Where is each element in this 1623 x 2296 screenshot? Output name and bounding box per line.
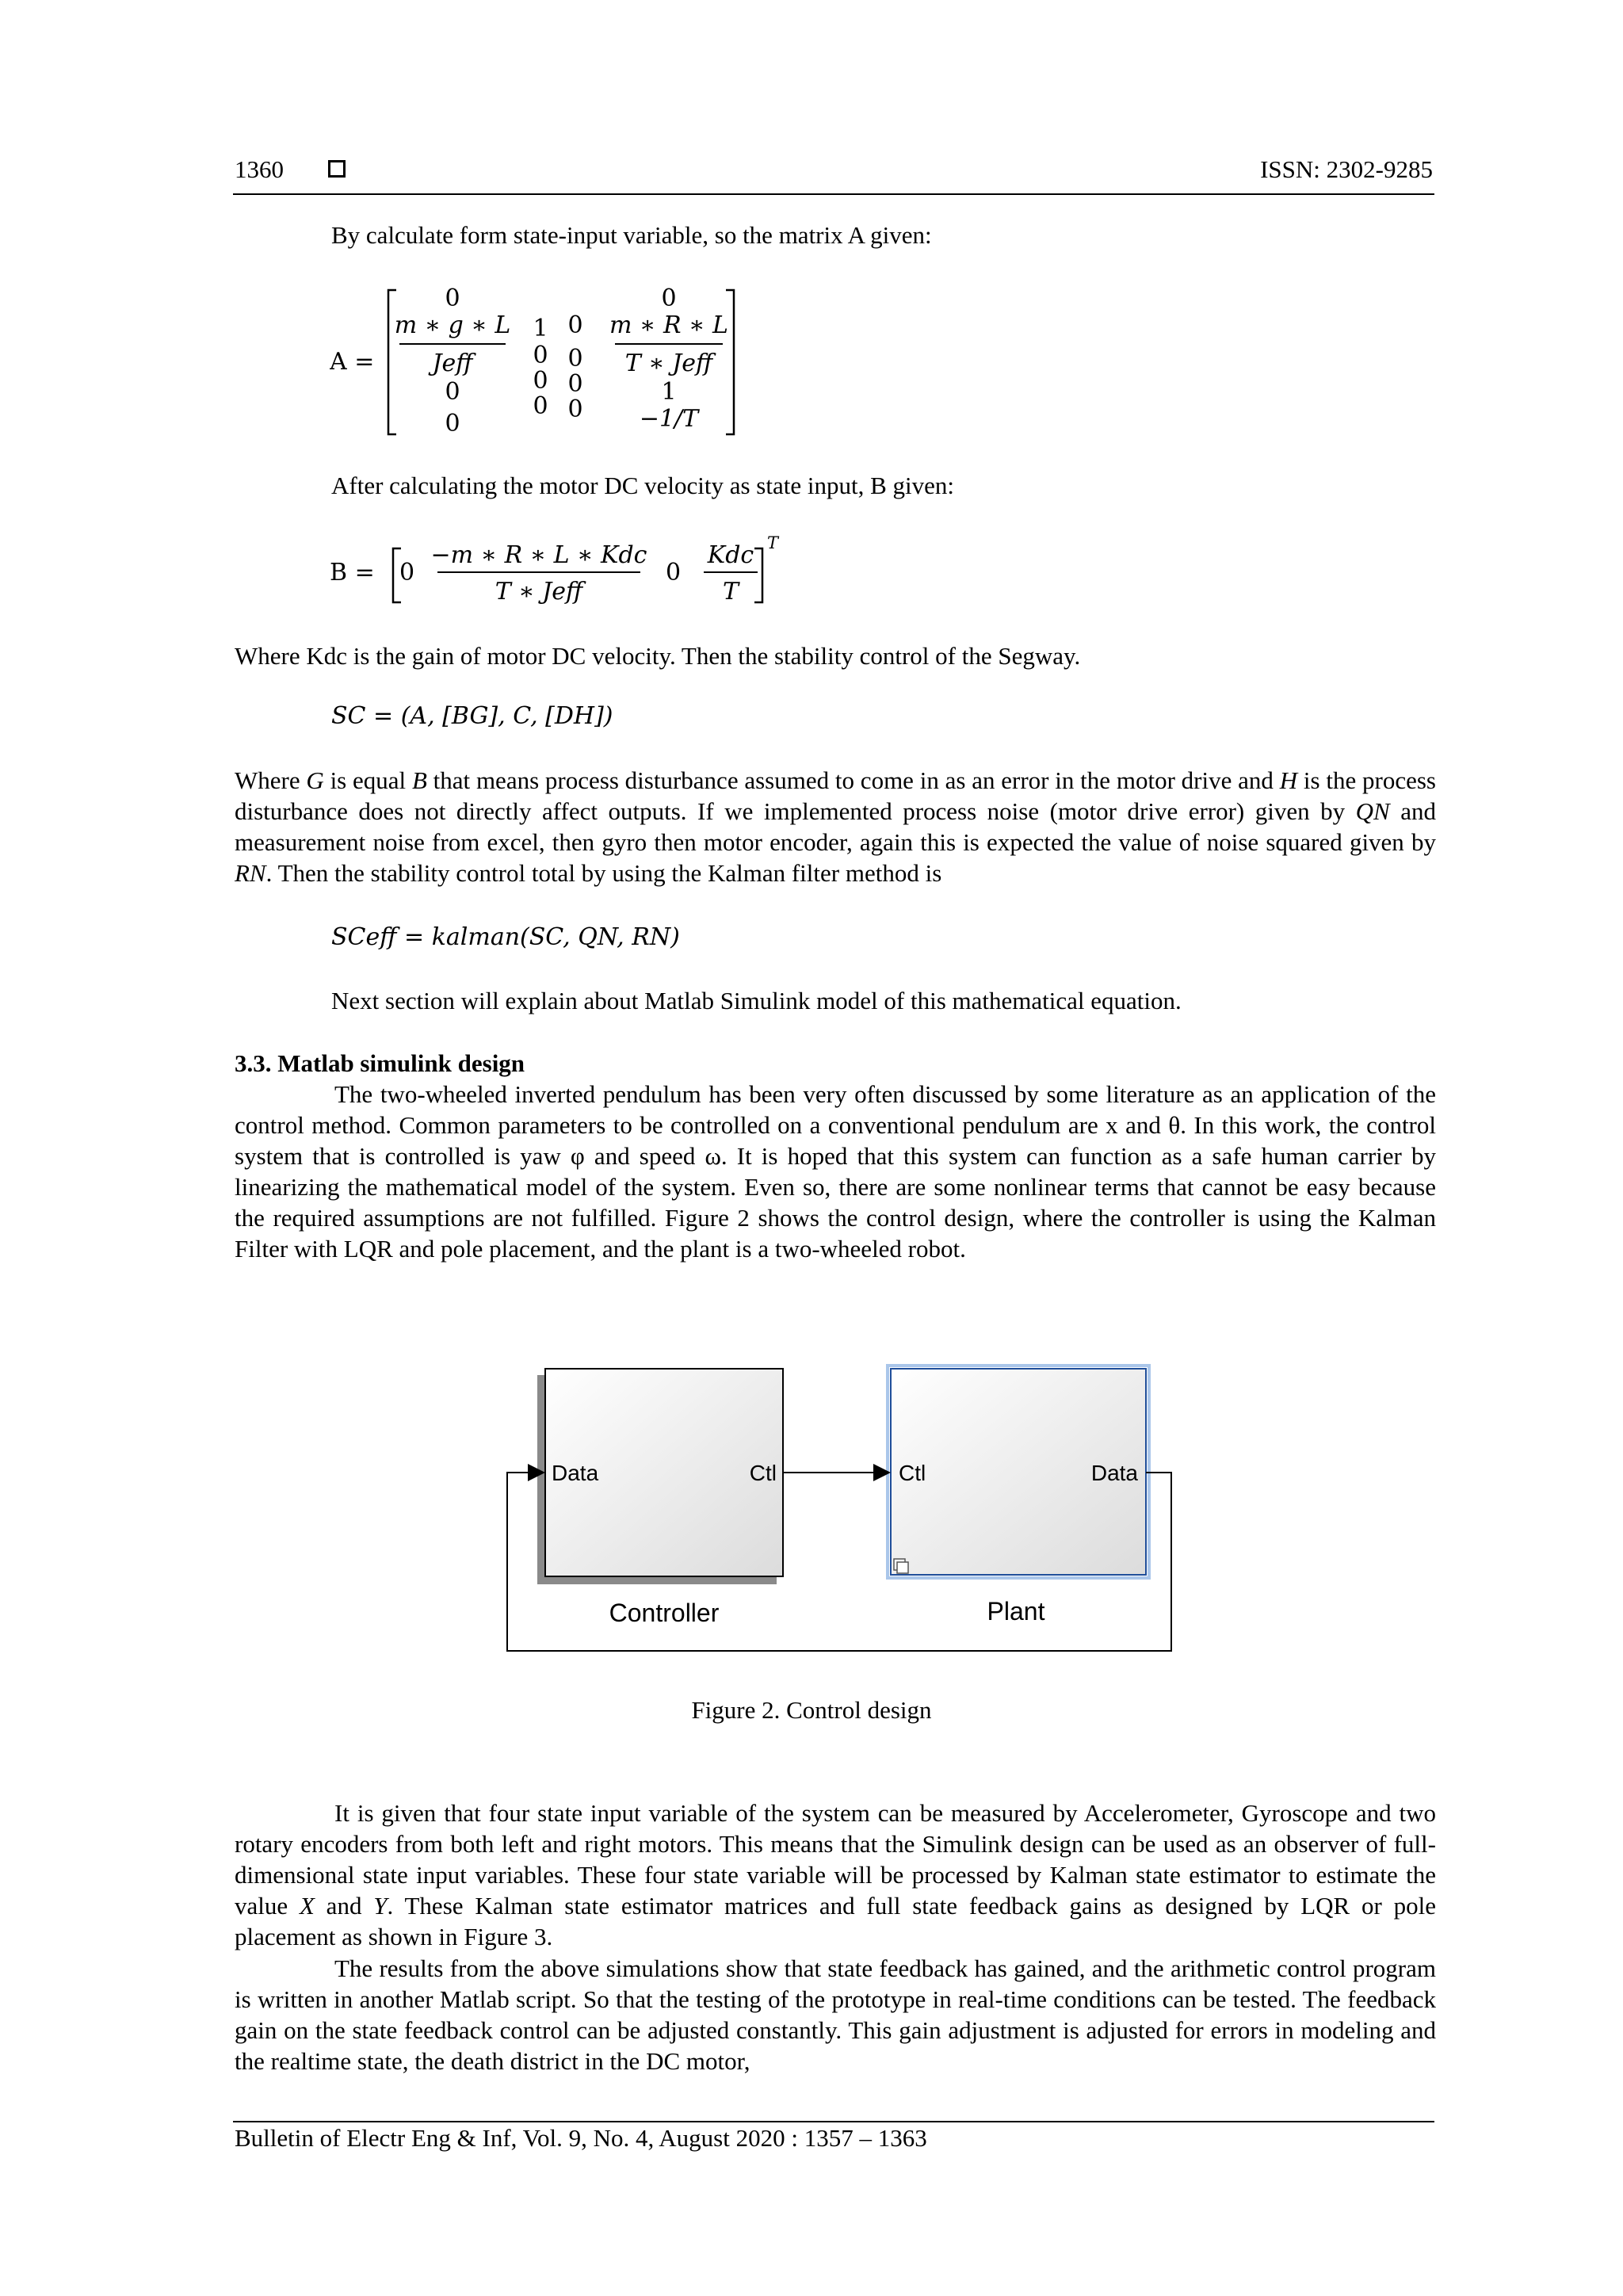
a-c2-r4: 0 xyxy=(533,392,548,420)
header-rule xyxy=(233,193,1434,195)
b-f2-den: T ∗ Jeff xyxy=(495,578,583,606)
plant-in-port: Ctl xyxy=(899,1461,926,1485)
a-c3-r2: 0 xyxy=(567,345,583,372)
given-paragraph xyxy=(235,1797,1436,1952)
a-c1-r3: 0 xyxy=(445,378,460,406)
simulink-diagram-svg xyxy=(499,1359,1181,1662)
text-run: . These Kalman state estimator matrices and full state feedback gains as designed by LQR or pole placement as shown in Figure 3. xyxy=(235,1892,1436,1950)
matrix-a-intro: By calculate form state-input variable, so the matrix A given: xyxy=(331,221,932,249)
b-e3: 0 xyxy=(666,559,682,586)
a-c4-r1: 0 xyxy=(661,285,677,312)
symbol-g: G xyxy=(306,766,324,794)
matrix-b-right-bracket xyxy=(754,548,762,602)
symbol-h: H xyxy=(1279,766,1298,794)
b-f4-num: Kdc xyxy=(707,541,754,569)
matrix-a-svg xyxy=(330,279,758,445)
figure-caption: Figure 2. Control design xyxy=(691,1696,932,1724)
a-c2-r2: 0 xyxy=(533,342,548,369)
section-paragraph: The two-wheeled inverted pendulum has been very often discussed by some literature as an application of the control method. Common parameters to be controlled on a conventional pendulum are x and θ. In this work, the control system that is controlled is yaw φ and speed ω. It is hoped that this system can function as a safe human carrier by linearizing the mathematical model of the system. Even so, there are some nonlinear terms that cannot be easy because the required assumptions are not fulfilled. Figure 2 shows the control design, where the controller is using the Kalman Filter with LQR and pole placement, and the plant is a two-wheeled robot. xyxy=(235,1080,1436,1263)
text-run: It is given that four state input variable of the system can be measured by Accelerometer, Gyroscope and two rotary encoders from both left and right motors. This means that the Simulink design can be used as an observer of full-dimensional state input variables. These four state variable will be processed by Kalman state estimator to estimate the value xyxy=(235,1799,1436,1920)
section-heading: 3.3. Matlab simulink design xyxy=(235,1049,525,1077)
a-c4-r4: −1/T xyxy=(639,405,699,433)
text-run: that means process disturbance assumed to come in as an error in the motor drive and xyxy=(426,766,1280,794)
matrix-b-svg xyxy=(330,526,789,615)
matrix-b-label: B = xyxy=(330,559,375,586)
plant-title: Plant xyxy=(987,1597,1045,1626)
text-run: is equal xyxy=(323,766,412,794)
next-section-paragraph: Next section will explain about Matlab Simulink model of this mathematical equation. xyxy=(331,987,1182,1014)
controller-block[interactable] xyxy=(537,1369,783,1627)
a-c3-r1: 0 xyxy=(567,311,583,339)
a-c2-r3: 0 xyxy=(533,367,548,395)
a-c1-den: Jeff xyxy=(432,350,473,377)
a-c1-num: m ∗ g ∗ L xyxy=(394,311,511,339)
page-number: 1360 xyxy=(235,155,284,183)
kdc-paragraph: Where Kdc is the gain of motor DC velocity. Then the stability control of the Segway. xyxy=(235,642,1081,670)
plant-out-port: Data xyxy=(1090,1461,1138,1485)
symbol-y: Y xyxy=(373,1892,388,1920)
matrix-a-label: A = xyxy=(330,348,375,376)
controller-title: Controller xyxy=(609,1599,720,1627)
a-c1-r1: 0 xyxy=(445,285,460,312)
figure-2-diagram xyxy=(499,1359,1181,1662)
sceff-equation: SCeff = kalman(SC, QN, RN) xyxy=(331,923,680,951)
controller-in-port: Data xyxy=(552,1461,599,1485)
matrix-b-intro: After calculating the motor DC velocity as state input, B given: xyxy=(331,472,955,499)
text-run: and xyxy=(314,1892,374,1920)
journal-issn: ISSN: 2302-9285 xyxy=(1260,155,1433,183)
a-c4-num: m ∗ R ∗ L xyxy=(609,311,728,339)
a-c2-r1: 1 xyxy=(533,315,548,342)
text-run: is the process disturbance does not directly affect outputs. If we implemented process noise (motor drive error) given by xyxy=(235,766,1436,825)
a-c4-den: T ∗ Jeff xyxy=(624,350,713,377)
text-run: and measurement noise from excel, then gyro then motor encoder, again this is expected the value of noise squared given by xyxy=(235,797,1436,856)
a-c3-r3: 0 xyxy=(567,370,583,398)
a-c1-r4: 0 xyxy=(445,410,460,437)
plant-block[interactable] xyxy=(888,1366,1149,1626)
matrix-b-equation xyxy=(330,526,789,615)
matrix-a-equation xyxy=(330,279,758,445)
symbol-b: B xyxy=(411,766,427,794)
sc-equation: SC = (A, [BG], C, [DH]) xyxy=(331,702,613,730)
b-e1: 0 xyxy=(399,559,415,586)
where-g-paragraph xyxy=(235,765,1436,888)
subsystem-icon-back xyxy=(897,1562,908,1573)
footer-rule xyxy=(233,2121,1434,2122)
symbol-x: X xyxy=(299,1892,315,1920)
header-square-icon xyxy=(328,160,346,178)
a-c3-r4: 0 xyxy=(567,395,583,423)
a-c4-r3: 1 xyxy=(661,378,677,406)
b-transpose-sup: T xyxy=(767,533,779,552)
controller-out-port: Ctl xyxy=(749,1461,777,1485)
b-f4-den: T xyxy=(722,578,739,606)
text-run: Where xyxy=(235,766,307,794)
results-paragraph: The results from the above simulations show that state feedback has gained, and the arithmetic control program is written in another Matlab script. So that the testing of the prototype in real-time conditions can be tested. The feedback gain on the state feedback control can be adjusted constantly. This gain adjustment is adjusted for errors in modeling and the realtime state, the death district in the DC motor, xyxy=(235,1954,1436,2075)
b-f2-num: −m ∗ R ∗ L ∗ Kdc xyxy=(430,541,647,569)
symbol-rn: RN xyxy=(235,859,266,887)
text-run: . Then the stability control total by using the Kalman filter method is xyxy=(265,859,942,887)
symbol-qn: QN xyxy=(1355,797,1390,825)
footer-citation: Bulletin of Electr Eng & Inf, Vol. 9, No. 4, August 2020 : 1357 – 1363 xyxy=(235,2124,927,2152)
